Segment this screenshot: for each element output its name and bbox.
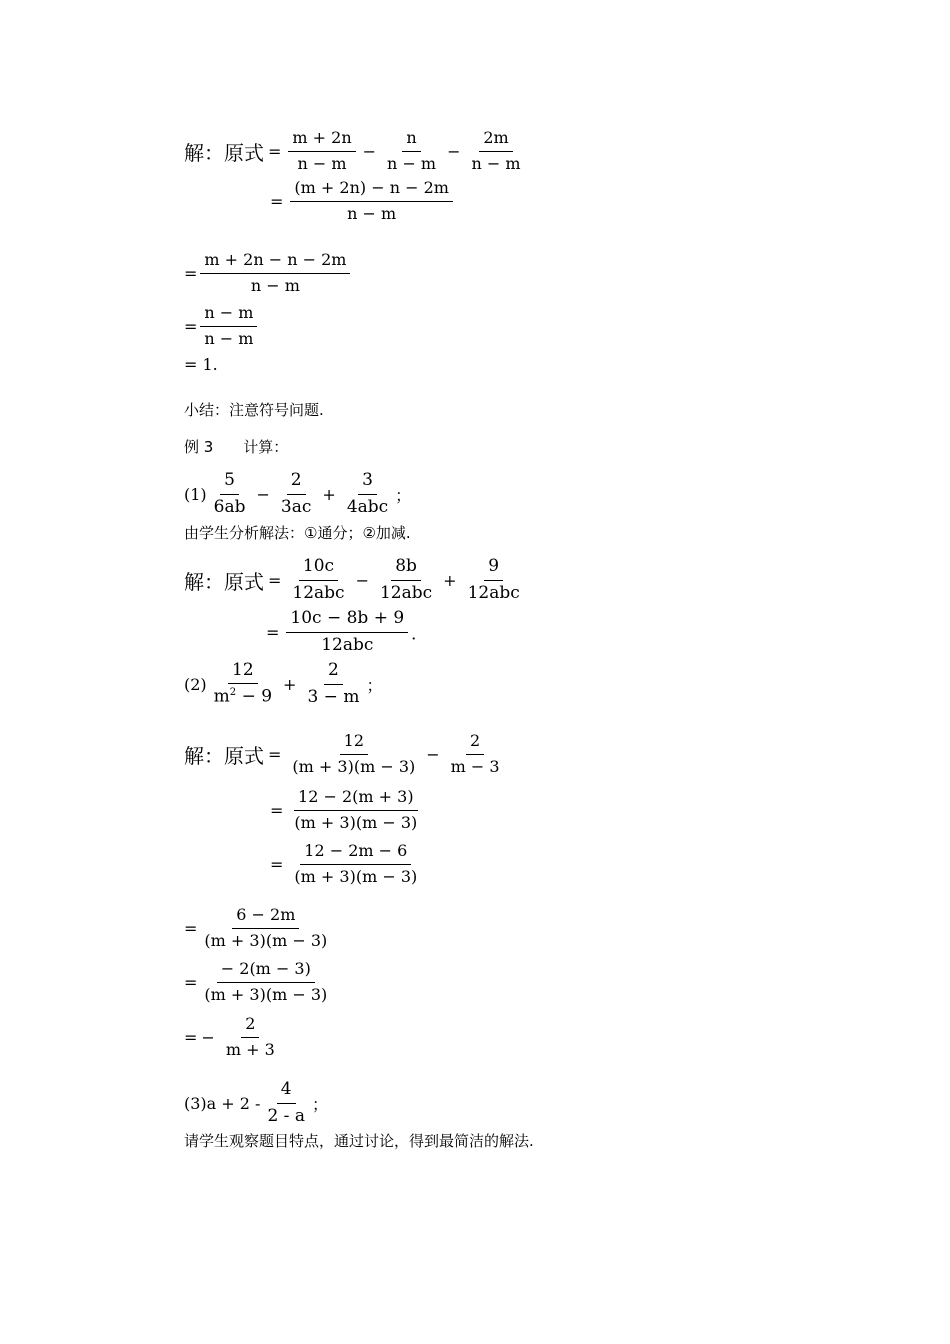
fraction: $\frac{9}{\text{12abc}}$	[467, 555, 520, 603]
p2-sol-line2: = $\frac{12 - 2(m + 3)}{(m + 3)(m - 3)}$	[266, 786, 424, 834]
ex2-line4: = $\frac{n - m}{n - m}$	[184, 302, 260, 350]
p2-sol-line1: 解：原式 = $\frac{12}{(m + 3)(m - 3)}$ − $\frac{2}{m - 3}$	[184, 730, 507, 778]
problem-3: (3)a + 2 - $\frac{4}{2 - a}$ ；	[184, 1078, 328, 1126]
ex2-line3: = $\frac{m + 2n - n - 2m}{n - m}$	[184, 249, 353, 297]
ex2-line1: 解：原式 = $\frac{m + 2n}{n - m}$ − $\frac{n}{n - m}$ − $\frac{2m}{n - m}$	[184, 127, 528, 175]
fraction: $\frac{n}{n - m}$	[387, 128, 437, 173]
p2-sol-line5: = $\frac{- 2(m - 3)}{(m + 3)(m - 3)}$	[184, 958, 334, 1006]
summary-text: 小结：注意符号问题.	[184, 401, 324, 419]
fraction: $\frac{m + 2n}{n - m}$	[288, 129, 355, 173]
fraction: $\frac{12}{(m + 3)(m - 3)}$	[292, 731, 416, 776]
fraction: $\frac{m + 2n - n - 2m}{n - m}$	[200, 251, 350, 295]
fraction: $\frac{12}{m^2 - 9}$	[213, 659, 273, 707]
p2-sol-line6: = − $\frac{2}{m + 3}$	[184, 1013, 282, 1061]
fraction: $\frac{10c}{\text{12abc}}$	[292, 555, 345, 603]
p2-sol-line4: = $\frac{6 - 2m}{(m + 3)(m - 3)}$	[184, 904, 334, 952]
fraction: $\frac{2}{3 - m}$	[307, 659, 360, 707]
fraction: $\frac{3}{\text{4abc}}$	[346, 469, 389, 517]
problem-1: (1) $\frac{5}{6ab}$ − $\frac{2}{3ac}$ + $\frac{3}{\text{4abc}}$ ；	[184, 469, 412, 517]
p1-sol-line2: = $\frac{10c - 8b + 9}{\text{12abc}}$ ．	[266, 607, 428, 655]
p1-hint: 由学生分析解法：①通分；②加减.	[184, 524, 411, 542]
fraction: $\frac{n - m}{n - m}$	[200, 304, 257, 348]
fraction: $\frac{12 - 2m - 6}{(m + 3)(m - 3)}$	[294, 841, 418, 886]
ex2-line5: = 1.	[184, 354, 218, 374]
fraction: $\frac{8b}{\text{12abc}}$	[379, 555, 433, 603]
fraction: $\frac{- 2(m - 3)}{(m + 3)(m - 3)}$	[204, 959, 328, 1004]
fraction: $\frac{12 - 2(m + 3)}{(m + 3)(m - 3)}$	[294, 787, 418, 832]
fraction: $\frac{6 - 2m}{(m + 3)(m - 3)}$	[204, 905, 328, 950]
problem-2: (2) $\frac{12}{m^2 - 9}$ + $\frac{2}{3 - m}$ ；	[184, 659, 383, 707]
fraction: $\frac{2}{m - 3}$	[450, 731, 500, 776]
fraction: $\frac{2}{m + 3}$	[225, 1014, 275, 1059]
p3-hint: 请学生观察题目特点，通过讨论，得到最简洁的解法.	[184, 1132, 534, 1150]
fraction: $\frac{(m + 2n) - n - 2m}{n - m}$	[290, 179, 453, 223]
fraction: $\frac{4}{2 - a}$	[267, 1078, 305, 1126]
example3-heading: 例 3 计算：	[184, 438, 289, 456]
ex2-line2: = $\frac{(m + 2n) - n - 2m}{n - m}$	[266, 177, 456, 225]
fraction: $\frac{2}{3ac}$	[280, 469, 312, 517]
fraction: $\frac{2m}{n - m}$	[471, 128, 521, 173]
solve-label: 解：原式	[184, 140, 264, 165]
p2-sol-line3: = $\frac{12 - 2m - 6}{(m + 3)(m - 3)}$	[266, 840, 424, 888]
p1-sol-line1: 解：原式 = $\frac{10c}{\text{12abc}}$ − $\frac{8b}{\text{12abc}}$ + $\frac{9}{\text{12abc}}$	[184, 556, 527, 604]
fraction: $\frac{10c - 8b + 9}{\text{12abc}}$	[286, 609, 408, 655]
fraction: $\frac{5}{6ab}$	[213, 469, 246, 517]
